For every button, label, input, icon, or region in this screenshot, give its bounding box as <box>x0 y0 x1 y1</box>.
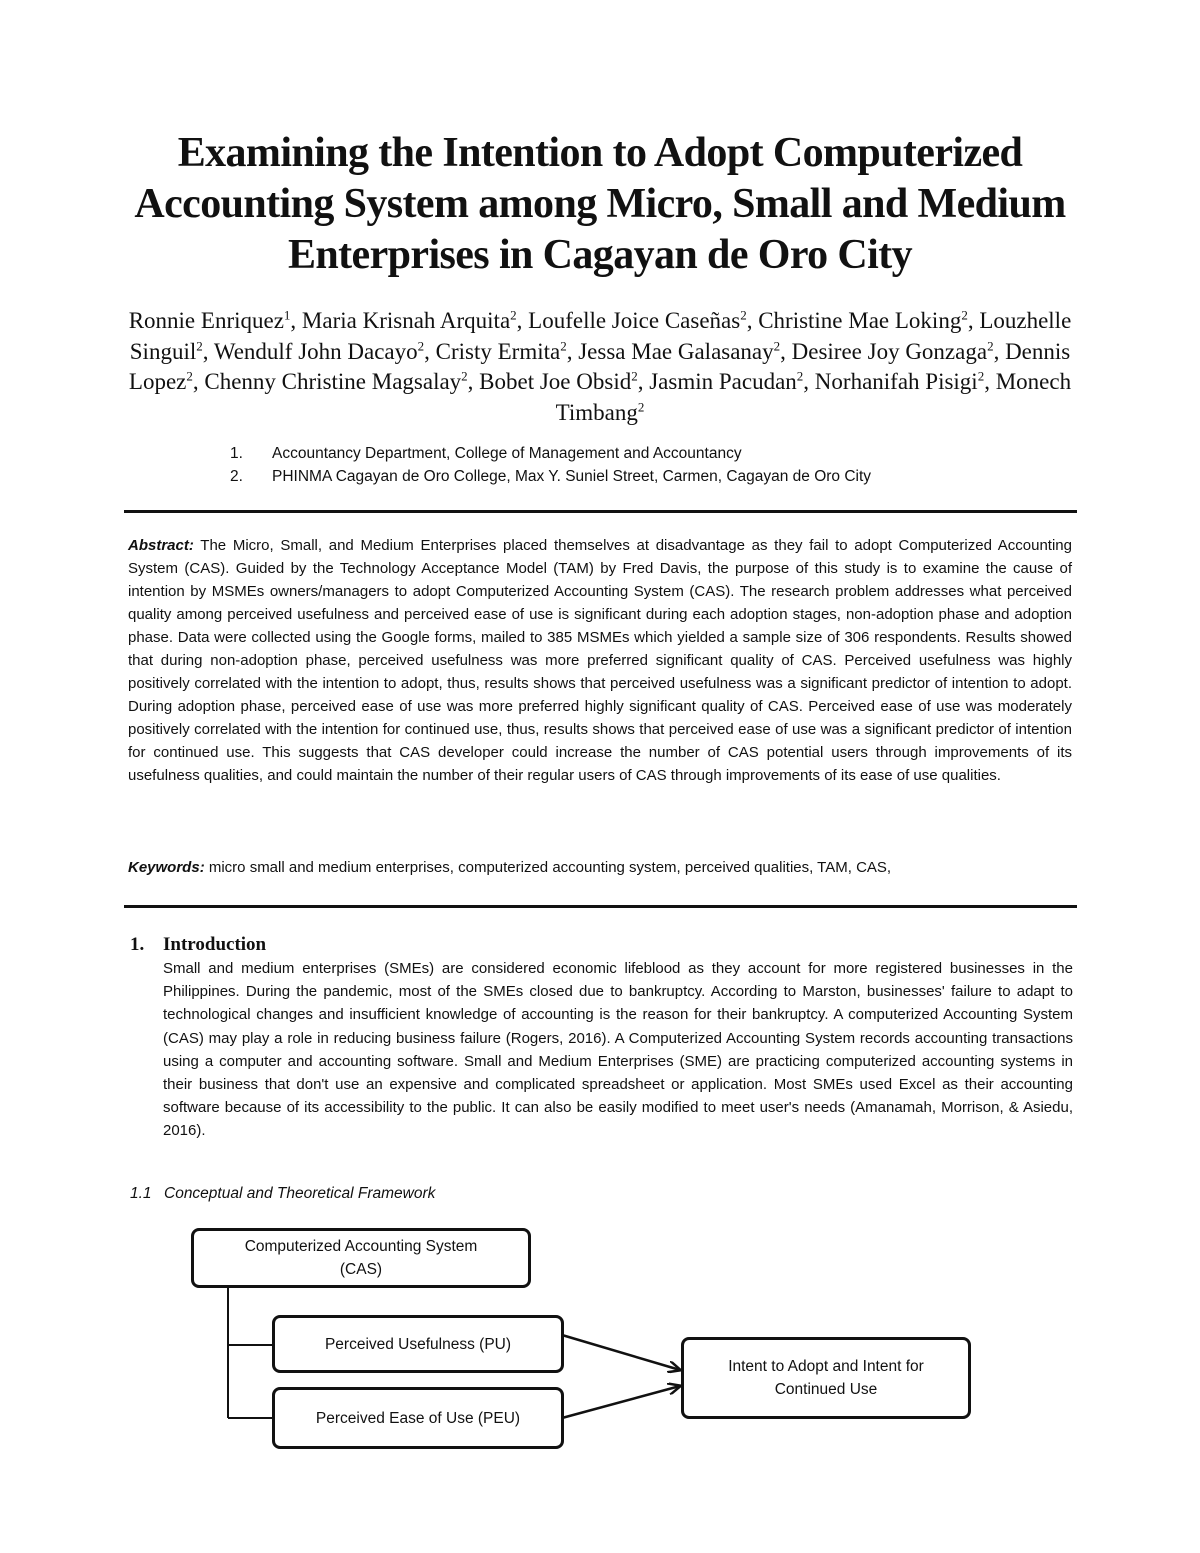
author-affiliation-marker: 2 <box>631 368 638 384</box>
author-name: Jasmin Pacudan <box>649 369 797 394</box>
author-name: Wendulf John Dacayo <box>213 338 418 364</box>
introduction-paragraph: Small and medium enterprises (SMEs) are considered economic lifeblood as they account for more registered businesses in the Philippines. During the pandemic, most of the SMEs closed due to bankruptcy. According to Marston, businesses' failure to adapt to technological changes and insufficient knowledge of accounting is the reason for their bankruptcy. A computerized Accounting System (CAS) may play a role in reducing business failure (Rogers, 2016). A Computerized Accounting System records accounting transactions using a computer and accounting software. Small and Medium Enterprises (SME) are practicing computerized accounting systems in their business that don't use an expensive and complicated spreadsheet or application. Most SMEs used Excel as their accounting software because of its accessibility to the public. It can also be easily modified to meet user's needs (Amanamah, Morrison, & Asiedu, 2016). <box>163 960 1073 1140</box>
author-name: Maria Krisnah Arquita <box>301 308 511 333</box>
author-affiliation-marker: 2 <box>796 368 804 384</box>
author-affiliation-marker: 2 <box>961 307 968 323</box>
author-name: Bobet Joe Obsid <box>479 369 632 394</box>
subsection-title: Conceptual and Theoretical Framework <box>164 1185 436 1202</box>
keywords-label: Keywords: <box>128 859 205 876</box>
paper-title: Examining the Intention to Adopt Computerized Accounting System among Micro, Small and Medium Enterprises in Cagayan de Oro City <box>134 130 1066 278</box>
author-name: Ronnie Enriquez <box>128 308 284 333</box>
cas-box <box>191 1228 531 1288</box>
author-name: Jessa Mae Galasanay <box>578 338 774 364</box>
peu-to-intent-arrow <box>562 1386 680 1418</box>
author-affiliation-marker: 2 <box>186 368 193 384</box>
author-affiliation-marker: 2 <box>637 398 645 414</box>
author-separator: , <box>467 369 480 394</box>
author-affiliation-marker: 2 <box>773 337 781 353</box>
author-affiliation-marker: 2 <box>510 307 517 323</box>
author-separator: , <box>967 308 980 333</box>
author-separator: , <box>424 338 436 364</box>
author-affiliation-marker: 2 <box>461 368 468 384</box>
peu-box-label: Perceived Ease of Use (PEU) <box>315 1409 521 1427</box>
subsection-number: 1.1 <box>130 1185 152 1202</box>
author-separator: , <box>780 338 792 364</box>
author-affiliation-marker: 2 <box>417 337 425 353</box>
author-affiliation-marker: 2 <box>977 368 985 384</box>
author-affiliation-marker: 2 <box>740 307 747 323</box>
author-separator: , <box>637 369 650 394</box>
author-name: Dennis Lopez <box>128 338 1071 394</box>
section-number: 1. <box>130 934 145 955</box>
author-affiliation-marker: 2 <box>560 337 567 353</box>
intent-box-label: Intent to Adopt and Intent for Continued Use <box>728 1358 924 1398</box>
author-separator: , <box>192 369 205 394</box>
author-name: Cristy Ermita <box>435 338 561 364</box>
affiliation-number: 1. <box>230 445 243 462</box>
author-separator: , <box>516 308 529 333</box>
pu-to-intent-arrow <box>562 1335 680 1370</box>
pu-box-label: Perceived Usefulness (PU) <box>324 1335 512 1353</box>
author-affiliation-marker: 1 <box>283 307 291 323</box>
author-name: Desiree Joy Gonzaga <box>791 338 988 364</box>
author-name: Louzhelle Singuil <box>129 308 1072 364</box>
author-separator: , <box>566 338 579 364</box>
section-title: Introduction <box>163 934 267 955</box>
affiliation-text: PHINMA Cagayan de Oro College, Max Y. Suniel Street, Carmen, Cagayan de Oro City <box>272 468 872 485</box>
author-separator: , <box>803 369 815 394</box>
pu-box <box>272 1315 564 1373</box>
author-name: Christine Mae Loking <box>758 308 962 333</box>
author-name: Loufelle Joice Caseñas <box>528 308 741 333</box>
author-separator: , <box>993 338 1006 364</box>
peu-box <box>272 1387 564 1449</box>
keywords-text: micro small and medium enterprises, computerized accounting system, perceived qualities, TAM, CAS, <box>208 859 892 876</box>
affiliation-number: 2. <box>230 468 243 485</box>
affiliation-text: Accountancy Department, College of Management and Accountancy <box>272 445 742 462</box>
author-name: Monech Timbang <box>555 369 1072 425</box>
author-separator: , <box>290 308 302 333</box>
author-separator: , <box>984 369 996 394</box>
author-name: Chenny Christine Magsalay <box>204 369 462 394</box>
abstract-text: The Micro, Small, and Medium Enterprises placed themselves at disadvantage as they fail to adopt Computerized Accounting System (CAS). Guided by the Technology Acceptance Model (TAM) by Fred Davis, the purpose of this study is to examine the cause of intention by MSMEs owners/managers to adopt Computerized Accounting System (CAS). The research problem addresses what perceived quality among perceived usefulness and perceived ease of use is significant during each adoption stages, non-adoption phase and adoption phase. Data were collected using the Google forms, mailed to 385 MSMEs which yielded a sample size of 306 respondents. Results showed that during non-adoption phase, perceived usefulness was more preferred significant quality of CAS. Perceived usefulness was highly positively correlated with the intention to adopt, thus, results shows that perceived usefulness was a significant predictor of intention to adopt. During adoption phase, perceived ease of use was more preferred highly significant quality of CAS. Perceived ease of use was moderately positively correlated with the intention for continued use, thus, results shows that perceived ease of use was a significant predictor of intention for continued use. This suggests that CAS developer could increase the number of CAS potential users through improvements of its usefulness qualities, and could maintain the number of their regular users of CAS through improvements of its ease of use qualities. <box>128 537 1072 784</box>
author-affiliation-marker: 2 <box>196 337 203 353</box>
author-affiliation-marker: 2 <box>987 337 994 353</box>
author-separator: , <box>746 308 759 333</box>
intent-box <box>681 1337 971 1419</box>
abstract-label: Abstract: <box>128 537 194 554</box>
author-separator: , <box>202 338 214 364</box>
cas-box-label: Computerized Accounting System (CAS) <box>244 1238 478 1278</box>
author-name: Norhanifah Pisigi <box>814 369 978 394</box>
